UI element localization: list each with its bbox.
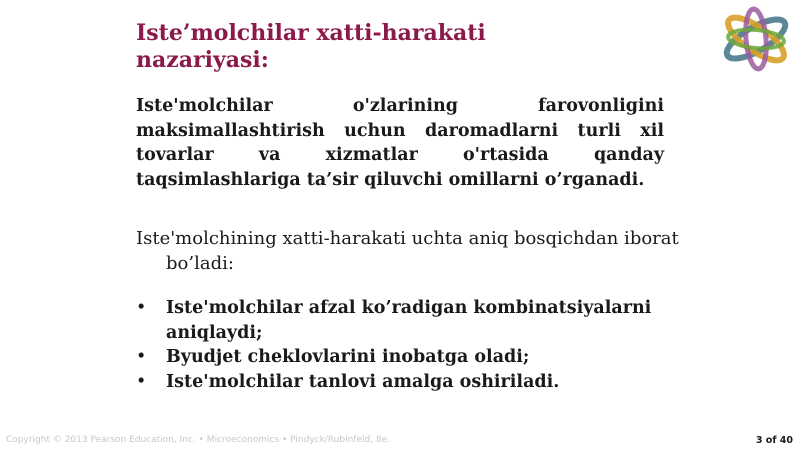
list-item-text: Iste'molchilar afzal ko’radigan kombinatsiyalarni aniqlaydi; bbox=[166, 298, 652, 343]
interlocking-rings-logo-icon bbox=[716, 2, 796, 76]
list-item bbox=[136, 370, 716, 395]
bullet-icon: • bbox=[136, 347, 147, 367]
slide-title: Iste’molchilar xatti-harakati nazariyasi: bbox=[136, 20, 486, 73]
list-item-text: Iste'molchilar tanlovi amalga oshiriladi. bbox=[166, 371, 560, 392]
description-paragraph: Iste'molchilar o'zlarining farovonligini maksimallashtirish uchun daromadlarni turli xil tovarlar va xizmatlar o'rtasida qanday taqsimlashlariga ta’sir qiluvchi omillarni o’rganadi. bbox=[136, 96, 664, 190]
intro-text: Iste'molchining xatti-harakati uchta aniq bosqichdan iborat bo’ladi: bbox=[136, 228, 679, 274]
page-number: 3 of 40 bbox=[755, 435, 793, 446]
footer-copyright: Copyright © 2013 Pearson Education, Inc. • Microeconomics • Pindyck/Rubinfeld, 8e. bbox=[6, 435, 391, 445]
bullet-list bbox=[136, 296, 716, 394]
bullet-icon: • bbox=[136, 371, 147, 392]
list-item-text: Byudjet cheklovlarini inobatga oladi; bbox=[166, 347, 530, 367]
bullet-icon: • bbox=[136, 298, 147, 318]
list-item bbox=[136, 296, 716, 345]
list-item bbox=[136, 345, 716, 370]
